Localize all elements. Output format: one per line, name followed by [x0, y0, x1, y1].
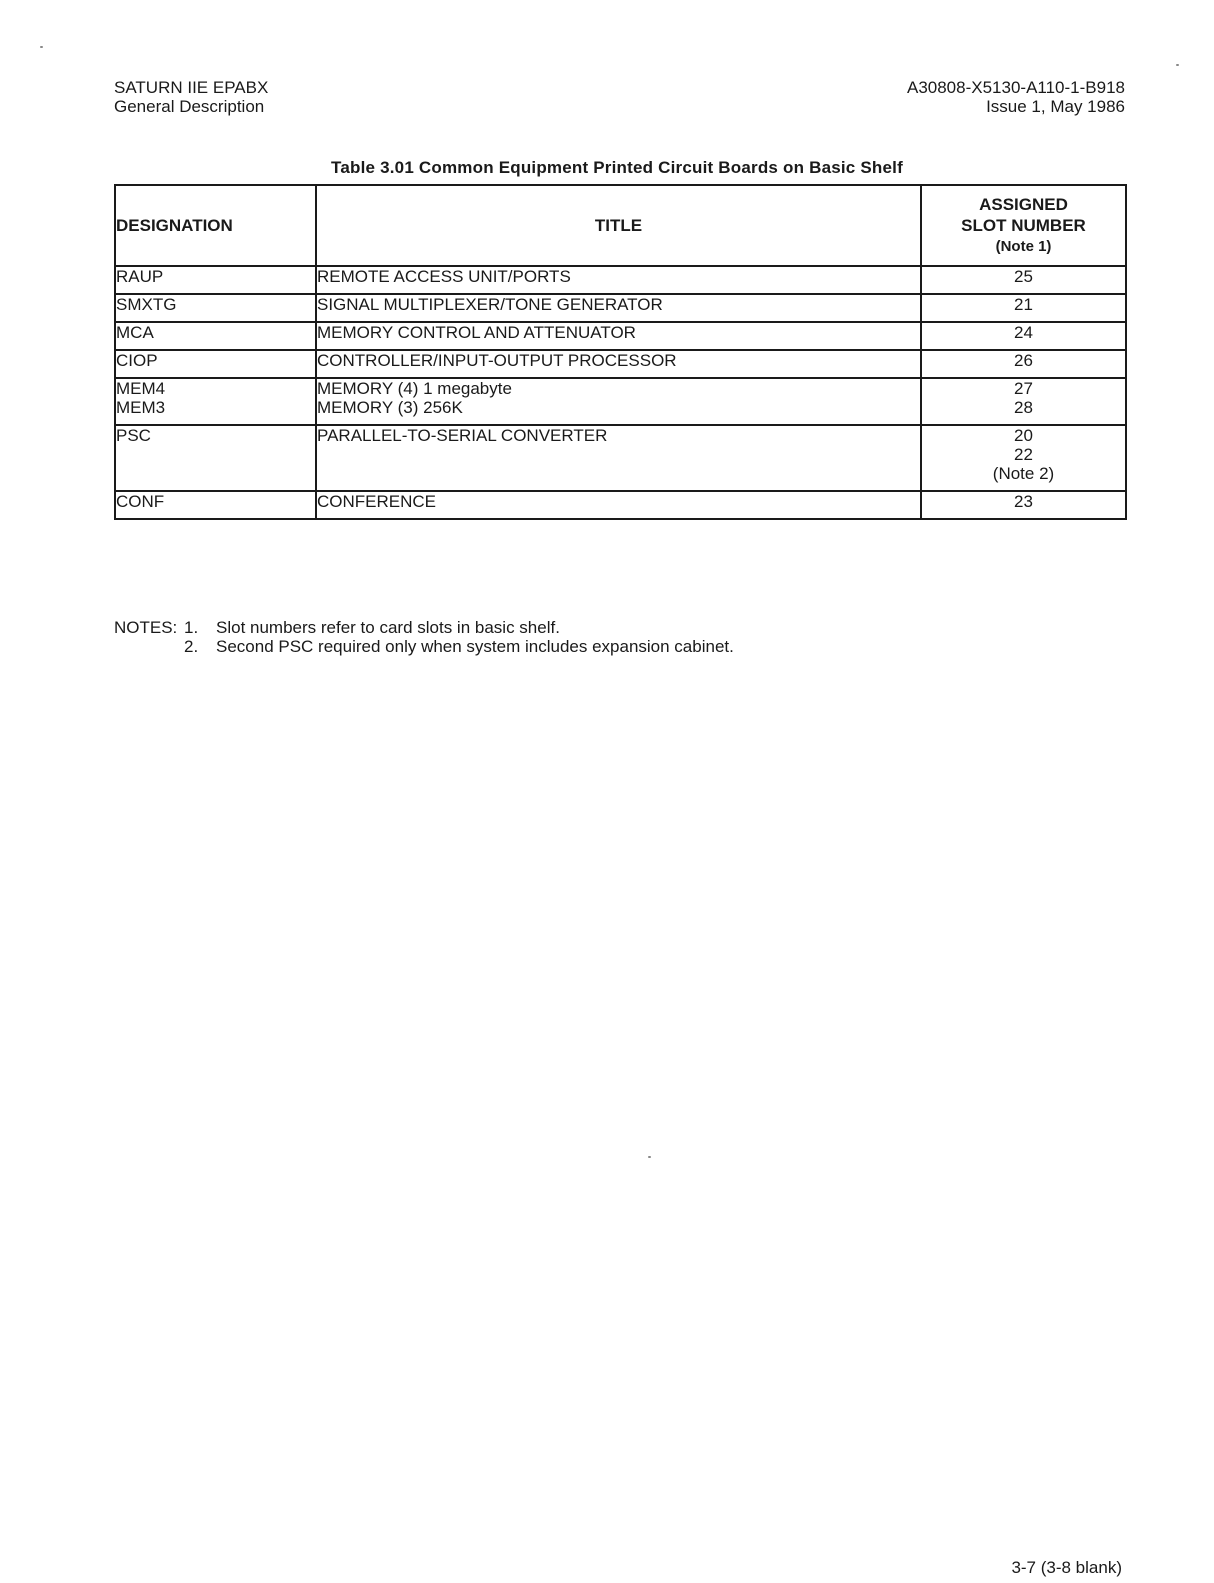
slot-number-cell-line: 21 — [1014, 295, 1033, 314]
document-subtitle: General Description — [114, 97, 265, 116]
title-cell-line: MEMORY CONTROL AND ATTENUATOR — [317, 323, 636, 342]
title-cell-line: CONFERENCE — [317, 492, 437, 511]
title-cell-line: SIGNAL MULTIPLEXER/TONE GENERATOR — [317, 295, 663, 314]
table-notes — [114, 618, 734, 656]
slot-number-cell-line: 23 — [1014, 492, 1033, 511]
designation-cell-line: MEM3 — [116, 398, 166, 417]
note-number: 1. — [184, 618, 199, 637]
scan-speck — [40, 46, 43, 48]
column-header-title: TITLE — [316, 185, 921, 266]
table-row — [115, 350, 1126, 378]
slot-number-cell-line: 27 — [1014, 379, 1033, 398]
slot-number-cell-line: 26 — [1014, 351, 1033, 370]
document-number: A30808-X5130-A110-1-B918 — [906, 78, 1125, 97]
note-1 — [114, 618, 734, 637]
table-row — [115, 322, 1126, 350]
document-title: SATURN IIE EPABX — [114, 78, 269, 97]
notes-label: NOTES: — [114, 618, 178, 637]
designation-cell — [115, 425, 316, 491]
slot-number-cell-line: 22 — [1014, 445, 1033, 464]
slot-number-cell — [921, 322, 1126, 350]
designation-cell — [115, 350, 316, 378]
scan-speck — [1176, 64, 1179, 66]
note-text: Second PSC required only when system includes expansion cabinet. — [216, 637, 734, 656]
header-right — [907, 78, 1125, 116]
page-number: 3-7 (3-8 blank) — [1011, 1558, 1122, 1577]
slot-number-cell-line: 24 — [1014, 323, 1033, 342]
designation-cell — [115, 491, 316, 519]
table-row — [115, 425, 1126, 491]
title-cell — [316, 378, 921, 425]
designation-cell — [115, 294, 316, 322]
scan-speck — [648, 1156, 651, 1158]
title-cell — [316, 266, 921, 294]
slot-number-cell — [921, 491, 1126, 519]
designation-cell-line: SMXTG — [116, 295, 177, 314]
note-number: 2. — [184, 637, 199, 656]
table-row — [115, 294, 1126, 322]
note-text: Slot numbers refer to card slots in basic shelf. — [216, 618, 560, 637]
designation-cell-line: MCA — [116, 323, 154, 342]
title-cell — [316, 322, 921, 350]
slot-header-line2: SLOT NUMBER — [961, 216, 1086, 235]
header-left — [114, 78, 268, 116]
slot-number-cell — [921, 378, 1126, 425]
title-cell — [316, 491, 921, 519]
designation-cell — [115, 322, 316, 350]
slot-number-cell — [921, 350, 1126, 378]
designation-cell — [115, 378, 316, 425]
title-cell-line: MEMORY (3) 256K — [317, 398, 463, 417]
title-cell-line: MEMORY (4) 1 megabyte — [317, 379, 512, 398]
title-cell — [316, 294, 921, 322]
table-row — [115, 378, 1126, 425]
slot-number-cell-line: 28 — [1014, 398, 1033, 417]
title-cell-line: CONTROLLER/INPUT-OUTPUT PROCESSOR — [317, 351, 677, 370]
title-cell — [316, 350, 921, 378]
column-header-slot — [921, 185, 1126, 266]
title-cell — [316, 425, 921, 491]
slot-number-cell — [921, 294, 1126, 322]
designation-cell-line: RAUP — [116, 267, 164, 286]
slot-number-cell-line: 25 — [1014, 267, 1033, 286]
title-cell-line: REMOTE ACCESS UNIT/PORTS — [317, 267, 571, 286]
issue-date: Issue 1, May 1986 — [986, 97, 1125, 116]
table-header-row — [115, 185, 1126, 266]
slot-number-cell — [921, 425, 1126, 491]
slot-header-note: (Note 1) — [995, 238, 1052, 255]
slot-number-cell — [921, 266, 1126, 294]
table-caption: Table 3.01 Common Equipment Printed Circuit Boards on Basic Shelf — [331, 158, 903, 177]
note-2 — [114, 637, 734, 656]
designation-cell-line: MEM4 — [116, 379, 166, 398]
slot-header-line1: ASSIGNED — [979, 195, 1068, 214]
title-cell-line: PARALLEL-TO-SERIAL CONVERTER — [317, 426, 608, 445]
circuit-boards-table — [114, 184, 1127, 520]
designation-cell-line: PSC — [116, 426, 151, 445]
slot-number-cell-line: 20 — [1014, 426, 1033, 445]
column-header-designation: DESIGNATION — [115, 185, 316, 266]
slot-number-cell-line: (Note 2) — [992, 464, 1055, 483]
designation-cell-line: CIOP — [116, 351, 158, 370]
designation-cell — [115, 266, 316, 294]
table-row — [115, 491, 1126, 519]
designation-cell-line: CONF — [116, 492, 165, 511]
table-row — [115, 266, 1126, 294]
